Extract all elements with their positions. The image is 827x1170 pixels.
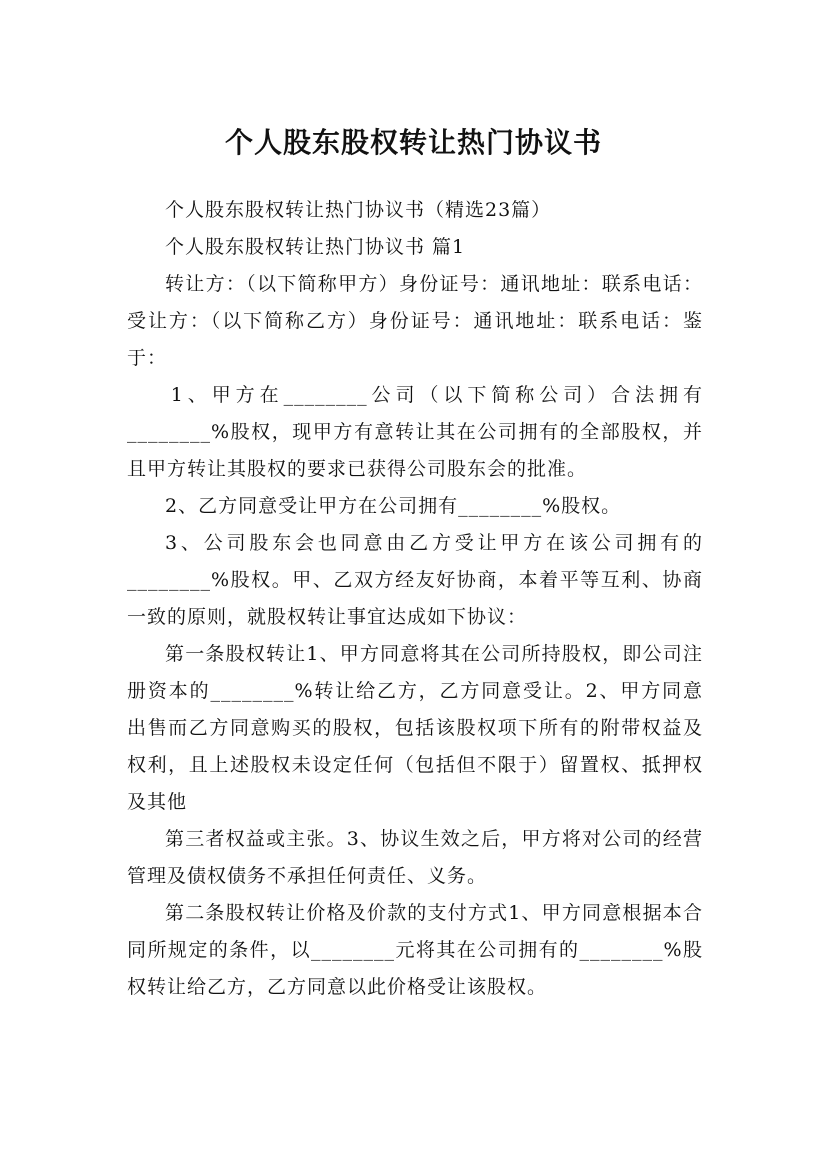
article-1-paragraph: 第一条股权转让1、甲方同意将其在公司所持股权，即公司注册资本的________%转让给乙方，乙方同意受让。2、甲方同意出售而乙方同意购买的股权，包括该股权项下所有的附带权益及权利，且上述股权未设定任何（包括但不限于）留置权、抵押权及其他 — [127, 643, 703, 813]
document-title: 个人股东股权转让热门协议书 — [224, 125, 602, 159]
clause-3-paragraph: 3、公司股东会也同意由乙方受让甲方在该公司拥有的________%股权。甲、乙双方经友好协商，本着平等互利、协商一致的原则，就股权转让事宜达成如下协议： — [127, 532, 703, 628]
parties-paragraph: 转让方：（以下简称甲方）身份证号：通讯地址：联系电话：受让方：（以下简称乙方）身份证号：通讯地址：联系电话：鉴于： — [127, 273, 703, 369]
document-body — [127, 192, 703, 1006]
clause-1-paragraph: 1、甲方在________公司（以下简称公司）合法拥有________%股权，现甲方有意转让其在公司拥有的全部股权，并且甲方转让其股权的要求已获得公司股东会的批准。 — [127, 384, 703, 480]
subtitle-paragraph: 个人股东股权转让热门协议书（精选23篇） — [165, 199, 552, 221]
article-2-paragraph: 第二条股权转让价格及价款的支付方式1、甲方同意根据本合同所规定的条件，以________元将其在公司拥有的________%股权转让给乙方，乙方同意以此价格受让该股权。 — [127, 902, 703, 998]
clause-2-paragraph: 2、乙方同意受让甲方在公司拥有________%股权。 — [165, 495, 622, 517]
third-party-paragraph: 第三者权益或主张。3、协议生效之后，甲方将对公司的经营管理及债权债务不承担任何责任、义务。 — [127, 828, 703, 887]
section-heading-paragraph: 个人股东股权转让热门协议书 篇1 — [165, 236, 466, 258]
